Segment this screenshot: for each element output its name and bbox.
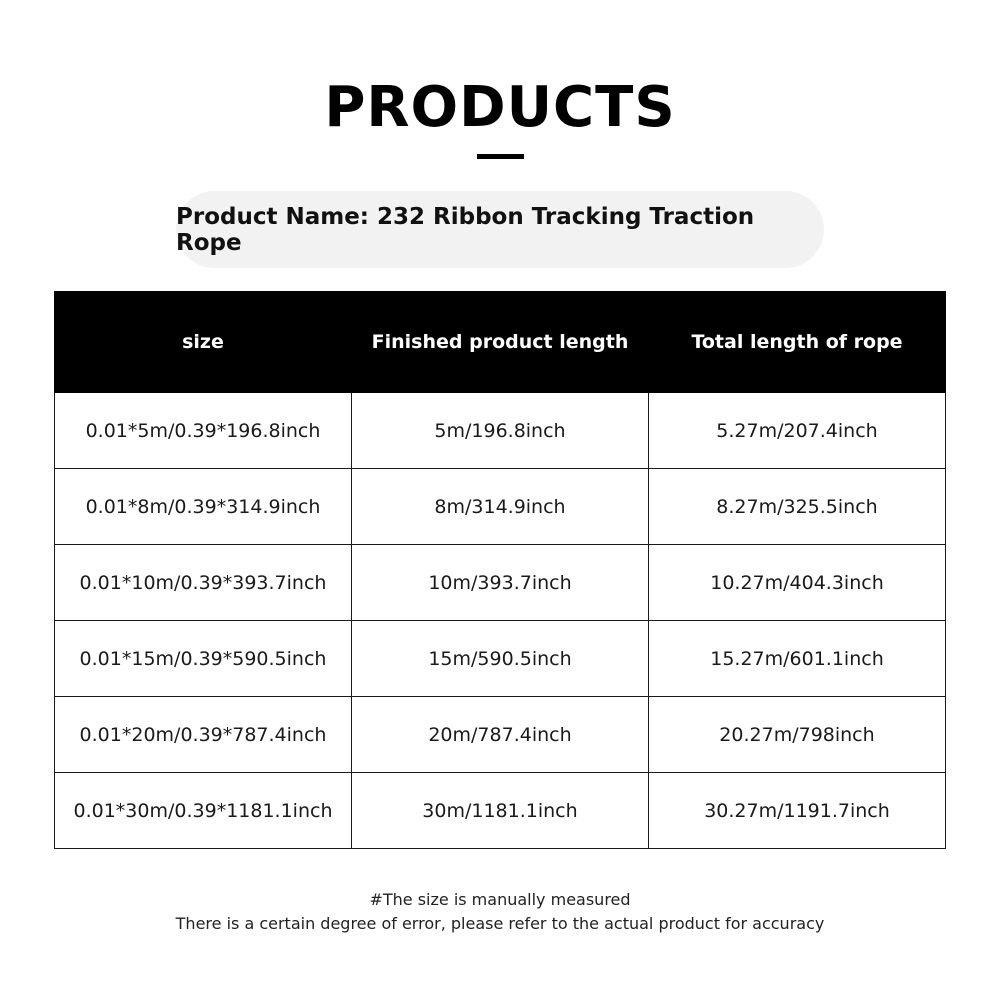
- cell-size: 0.01*30m/0.39*1181.1inch: [55, 773, 352, 849]
- cell-size: 0.01*8m/0.39*314.9inch: [55, 469, 352, 545]
- column-header-size: size: [55, 292, 352, 393]
- product-name-text: Product Name: 232 Ribbon Tracking Traction Rope: [176, 203, 755, 256]
- cell-total-length: 30.27m/1191.7inch: [649, 773, 946, 849]
- table-row: [55, 773, 946, 849]
- title-underline: [477, 154, 524, 159]
- cell-total-length: 20.27m/798inch: [649, 697, 946, 773]
- product-name-badge: [176, 191, 824, 268]
- measurement-note: #The size is manually measured: [369, 890, 631, 909]
- column-header-total-length: Total length of rope: [649, 292, 946, 393]
- cell-finished-length: 8m/314.9inch: [352, 469, 649, 545]
- size-spec-table: [54, 291, 946, 849]
- cell-total-length: 8.27m/325.5inch: [649, 469, 946, 545]
- cell-total-length: 15.27m/601.1inch: [649, 621, 946, 697]
- cell-total-length: 5.27m/207.4inch: [649, 393, 946, 469]
- cell-size: 0.01*10m/0.39*393.7inch: [55, 545, 352, 621]
- cell-finished-length: 5m/196.8inch: [352, 393, 649, 469]
- table-row: [55, 697, 946, 773]
- table-row: [55, 621, 946, 697]
- column-header-finished-length: Finished product length: [352, 292, 649, 393]
- table-header-row: [55, 292, 946, 393]
- accuracy-disclaimer: There is a certain degree of error, please refer to the actual product for accuracy: [175, 914, 825, 933]
- cell-size: 0.01*15m/0.39*590.5inch: [55, 621, 352, 697]
- cell-finished-length: 10m/393.7inch: [352, 545, 649, 621]
- table-row: [55, 469, 946, 545]
- cell-total-length: 10.27m/404.3inch: [649, 545, 946, 621]
- cell-size: 0.01*20m/0.39*787.4inch: [55, 697, 352, 773]
- table-row: [55, 393, 946, 469]
- cell-finished-length: 30m/1181.1inch: [352, 773, 649, 849]
- cell-size: 0.01*5m/0.39*196.8inch: [55, 393, 352, 469]
- cell-finished-length: 20m/787.4inch: [352, 697, 649, 773]
- table-row: [55, 545, 946, 621]
- cell-finished-length: 15m/590.5inch: [352, 621, 649, 697]
- page-title: PRODUCTS: [324, 75, 676, 140]
